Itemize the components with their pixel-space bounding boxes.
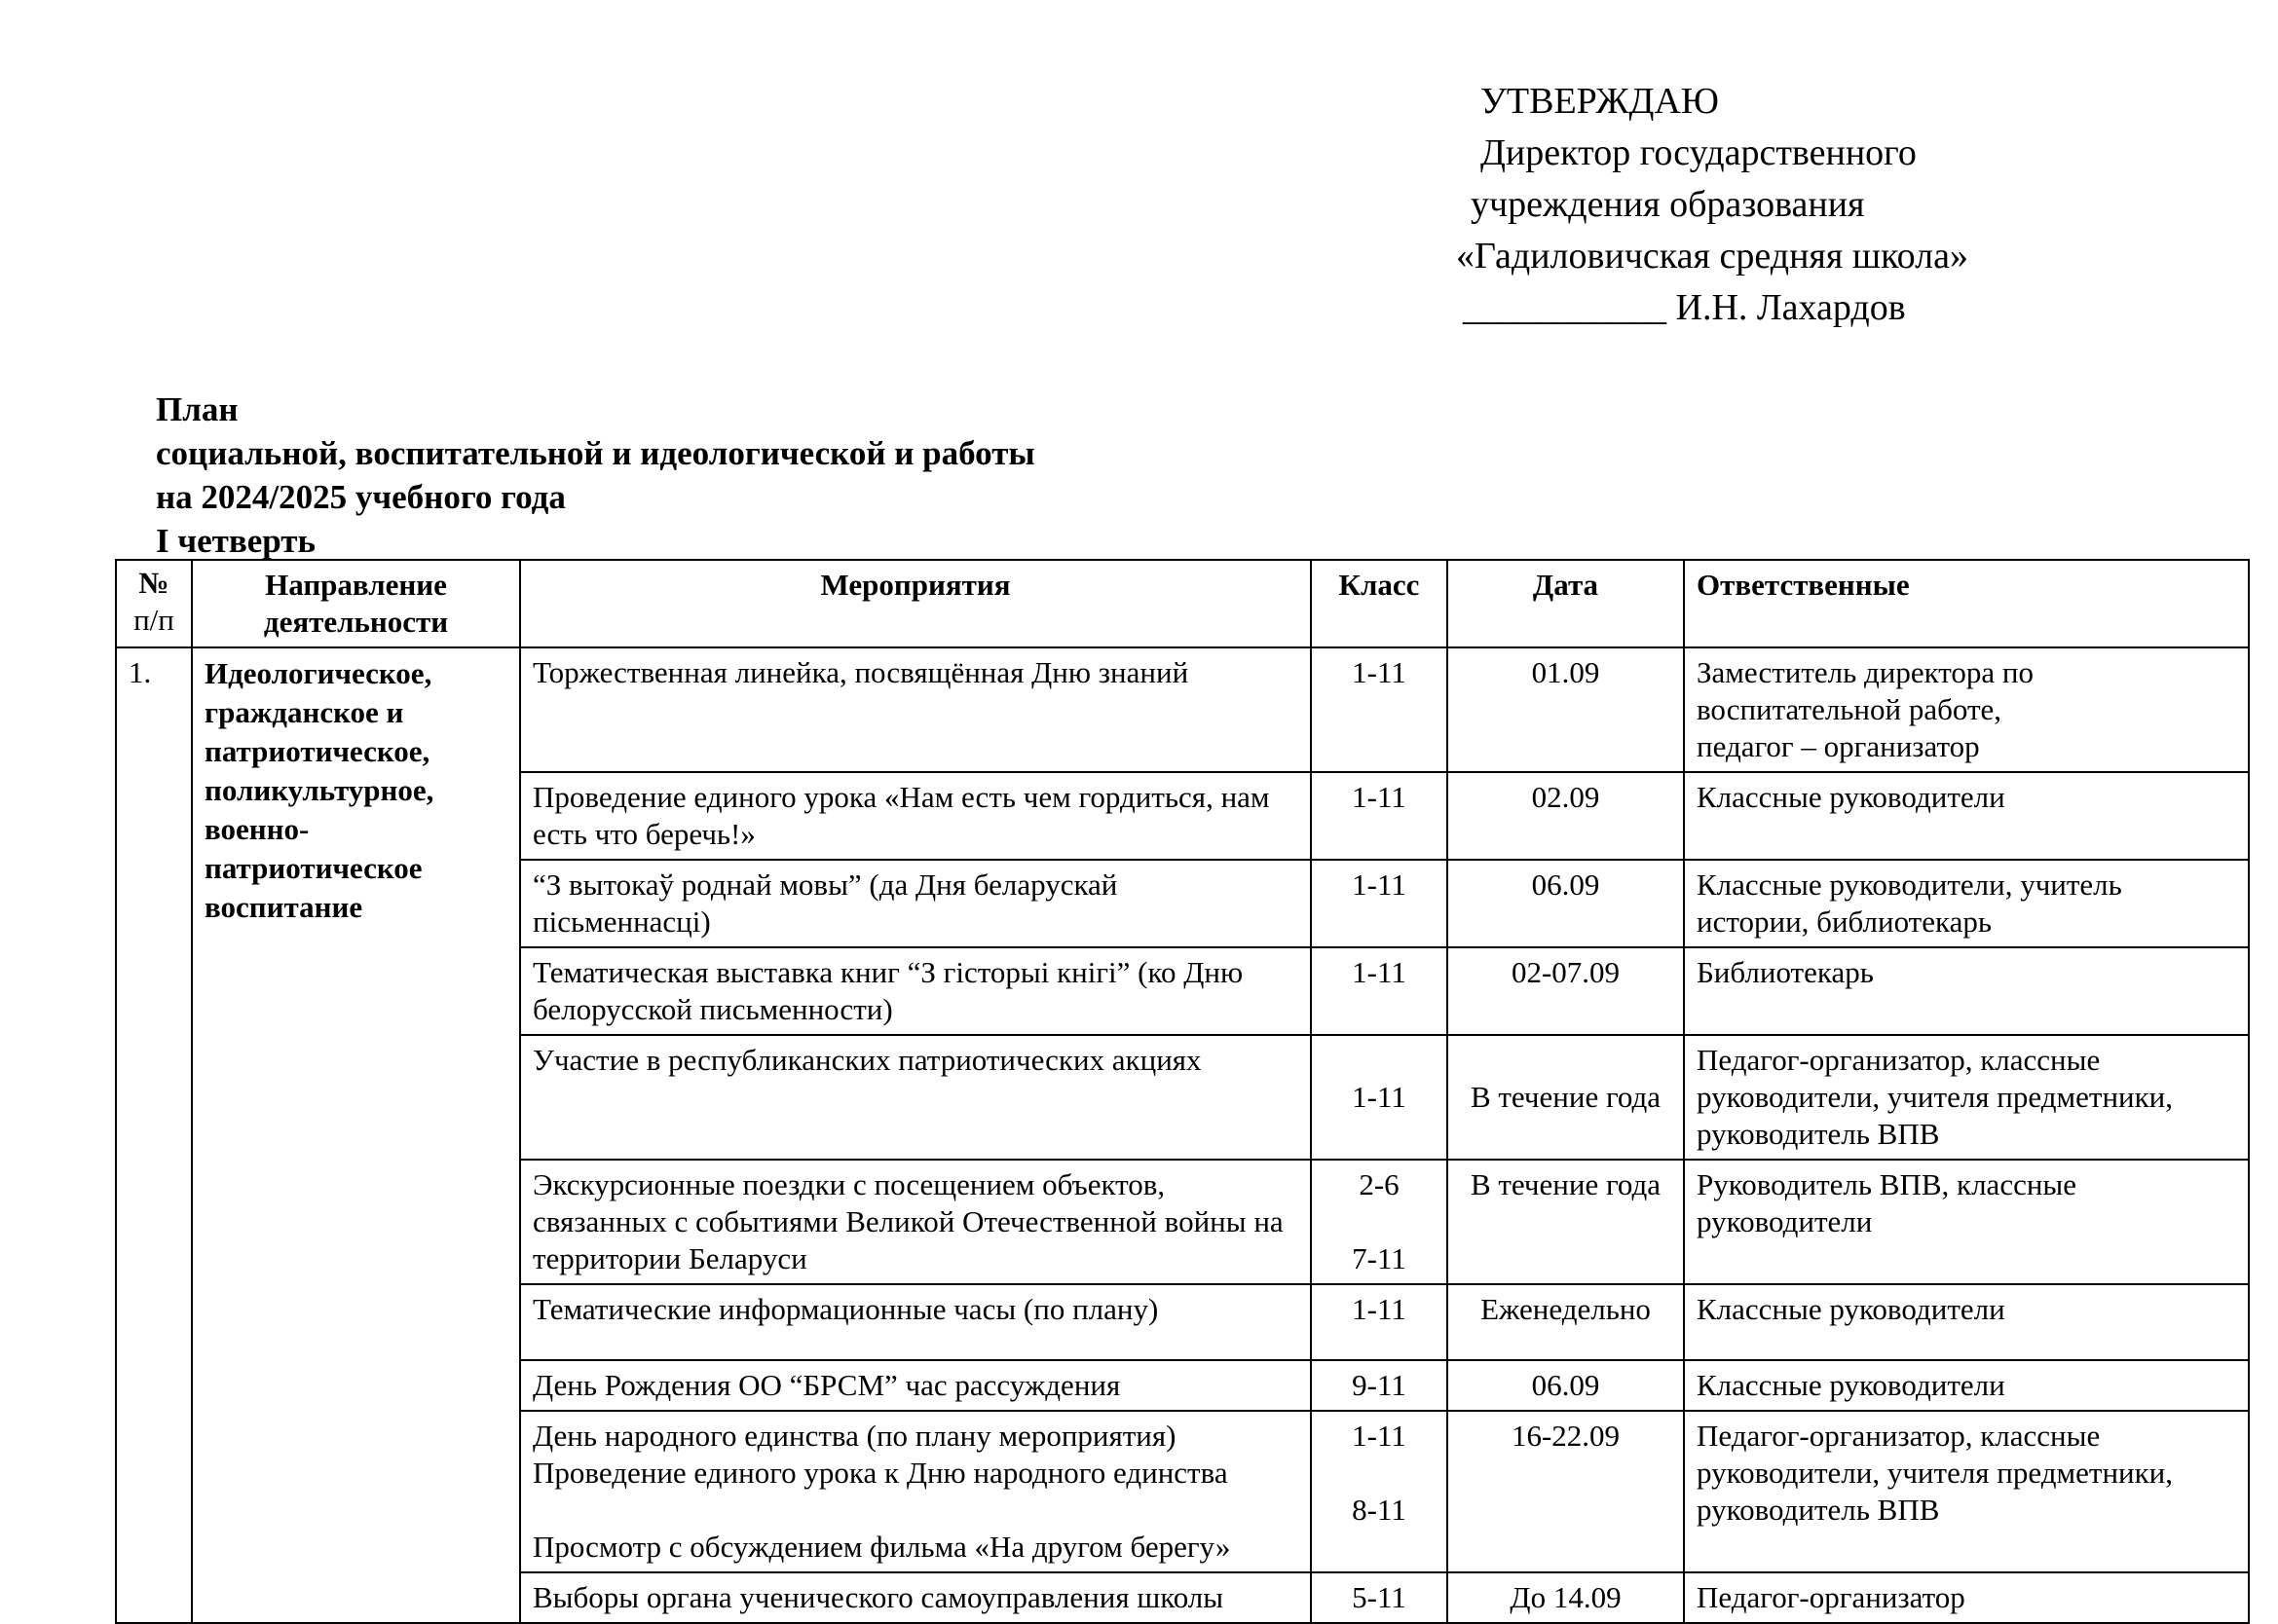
date-cell: 06.09	[1447, 1360, 1684, 1411]
approval-institution: учреждения образования	[1471, 184, 1865, 225]
responsible-cell: Библиотекарь	[1684, 947, 2249, 1035]
title-line-1: План	[156, 390, 239, 428]
event-cell: Тематическая выставка книг “З гісторыі кнігі” (ко Дню белорусской письменности)	[520, 947, 1311, 1035]
table-row	[116, 647, 2249, 772]
class-cell: 1-11	[1311, 860, 1447, 947]
date-cell: Еженедельно	[1447, 1284, 1684, 1360]
date-cell: В течение года	[1447, 1035, 1684, 1160]
header-num: № п/п	[116, 560, 192, 647]
date-cell: 06.09	[1447, 860, 1684, 947]
header-date: Дата	[1447, 560, 1684, 647]
class-cell: 9-11	[1311, 1360, 1447, 1411]
event-cell: Экскурсионные поездки с посещением объектов, связанных с событиями Великой Отечественной войны на территории Беларуси	[520, 1160, 1311, 1284]
approval-position: Директор государственного	[1480, 132, 1917, 173]
approval-block	[1456, 76, 2138, 334]
class-cell: 1-11	[1311, 947, 1447, 1035]
date-cell: 02-07.09	[1447, 947, 1684, 1035]
section-direction: Идеологическое, гражданское и патриотическое, поликультурное, военно- патриотическое воспитание	[192, 647, 520, 1623]
title-line-3: на 2024/2025 учебного года	[156, 478, 566, 516]
header-responsible: Ответственные	[1684, 560, 2249, 647]
responsible-cell: Педагог-организатор	[1684, 1572, 2249, 1623]
event-cell: Торжественная линейка, посвящённая Дню знаний	[520, 647, 1311, 772]
class-cell: 1-11	[1311, 647, 1447, 772]
class-cell: 1-11	[1311, 772, 1447, 860]
responsible-cell: Заместитель директора по воспитательной работе, педагог – организатор	[1684, 647, 2249, 772]
event-cell: День народного единства (по плану мероприятия) Проведение единого урока к Дню народного единства Просмотр с обсуждением фильма «На другом берегу»	[520, 1411, 1311, 1572]
table-header-row	[116, 560, 2249, 647]
date-cell: До 14.09	[1447, 1572, 1684, 1623]
responsible-cell: Классные руководители	[1684, 1284, 2249, 1360]
header-direction: Направление деятельности	[192, 560, 520, 647]
date-cell: В течение года	[1447, 1160, 1684, 1284]
page-title	[156, 388, 1035, 563]
event-cell: Выборы органа ученического самоуправления школы	[520, 1572, 1311, 1623]
header-class: Класс	[1311, 560, 1447, 647]
responsible-cell: Классные руководители, учитель истории, библиотекарь	[1684, 860, 2249, 947]
class-cell: 2-6 7-11	[1311, 1160, 1447, 1284]
header-events: Мероприятия	[520, 560, 1311, 647]
section-number: 1.	[116, 647, 192, 1623]
approval-signature-line	[1456, 282, 2138, 334]
responsible-cell: Педагог-организатор, классные руководители, учителя предметники, руководитель ВПВ	[1684, 1411, 2249, 1572]
title-line-2: социальной, воспитательной и идеологической и работы	[156, 434, 1035, 472]
responsible-cell: Классные руководители	[1684, 1360, 2249, 1411]
class-cell: 5-11	[1311, 1572, 1447, 1623]
signer-name: И.Н. Лахардов	[1675, 287, 1906, 328]
title-line-4: I четверть	[156, 522, 316, 560]
date-cell: 16-22.09	[1447, 1411, 1684, 1572]
approval-heading: УТВЕРЖДАЮ	[1480, 81, 1719, 122]
event-cell: “З вытокаў роднай мовы” (да Дня беларускай пісьменнасці)	[520, 860, 1311, 947]
date-cell: 01.09	[1447, 647, 1684, 772]
class-cell: 1-11	[1311, 1284, 1447, 1360]
responsible-cell: Педагог-организатор, классные руководители, учителя предметники, руководитель ВПВ	[1684, 1035, 2249, 1160]
date-cell: 02.09	[1447, 772, 1684, 860]
event-cell: Тематические информационные часы (по плану)	[520, 1284, 1311, 1360]
approval-school-name: «Гадиловичская средняя школа»	[1456, 236, 1968, 277]
responsible-cell: Руководитель ВПВ, классные руководители	[1684, 1160, 2249, 1284]
responsible-cell: Классные руководители	[1684, 772, 2249, 860]
plan-table	[115, 559, 2250, 1624]
class-cell: 1-11	[1311, 1035, 1447, 1160]
event-cell: Проведение единого урока «Нам есть чем гордиться, нам есть что беречь!»	[520, 772, 1311, 860]
event-cell: Участие в республиканских патриотических акциях	[520, 1035, 1311, 1160]
class-cell: 1-11 8-11	[1311, 1411, 1447, 1572]
signature-blank: ___________	[1463, 287, 1666, 328]
event-cell: День Рождения ОО “БРСМ” час рассуждения	[520, 1360, 1311, 1411]
